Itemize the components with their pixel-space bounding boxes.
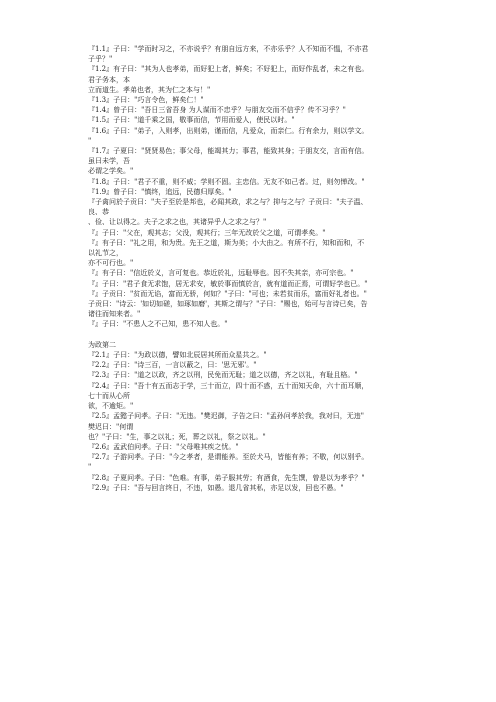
text-line: 『2.9』子曰："吾与回言终日，不违，如愚。退几省其私，亦足以发，回也不愚。" [88, 483, 344, 492]
text-line: 子乎？" [88, 55, 113, 64]
text-line: 以礼节之， [88, 249, 123, 258]
text-line: 『2.8』子夏问孝。子曰："色难。有事，弟子服其劳；有酒食，先生馔，曾是以为孝乎？" [88, 473, 365, 482]
section-gap [88, 330, 424, 340]
text-line: 『子禽问於子贡曰："夫子至於是邦也，必闻其政，求之与？抑与之与？子贡曰："夫子温、 [88, 198, 368, 207]
chapter-xueer [88, 44, 424, 330]
text-line: 『1.5』子曰："道千乘之国，敬事而信，节用而爱人，使民以时。" [88, 116, 295, 125]
text-line: 『2.6』孟武伯问孝。子曰："父母唯其疾之忧。" [88, 442, 239, 451]
text-line: 『2.4』子曰："吾十有五而志于学，三十而立，四十而不惑，五十而知天命，六十而耳顺， [88, 381, 369, 390]
text-line: 亦不可行也。" [88, 259, 134, 268]
text-line: 七十而从心所 [88, 391, 130, 400]
chapter-weizheng [88, 350, 424, 493]
text-line: 『』有子曰："礼之用，和为贵。先王之道，斯为美；小大由之。有所不行，知和而和，不 [88, 238, 365, 247]
text-line: 『2.7』子游问孝。子曰："今之孝者，是谓能养。至於犬马，皆能有养；不敬，何以别乎。 [88, 453, 369, 462]
text-line: 『1.8』子曰："君子不重，则不威；学则不固。主忠信。无友不如己者。过，则勿惮改。" [88, 177, 365, 186]
text-line: 也？"子曰："生，事之以礼；死，葬之以礼，祭之以礼。" [88, 432, 266, 441]
text-line: 『1.2』有子曰："其为人也孝弟，而好犯上者，鲜矣；不好犯上，而好作乱者，未之有也。 [88, 65, 369, 74]
text-line: 君子务本，本 [88, 75, 130, 84]
text-line: 『』子曰："君子食无求饱，居无求安，敏於事而慎於言，就有道而正焉，可谓好学也已。" [88, 279, 368, 288]
text-line: 『』有子曰："信近於义，言可复也。恭近於礼，远耻辱也。因不失其亲，亦可宗也。" [88, 269, 354, 278]
text-line: 『2.2』子曰："诗三百，一言以蔽之，曰：'思无邪'。" [88, 361, 257, 370]
text-line: 『1.4』曾子曰："吾日三省吾身 为人谋而不忠乎？与朋友交而不信乎？传不习乎？" [88, 106, 346, 115]
text-line: 『1.3』子曰："巧言令色，鲜矣仁！" [88, 96, 204, 105]
text-line: 『2.1』子曰："为政以德，譬如北辰居其所而众星共之。" [88, 351, 267, 360]
section-heading: 为政第二 [88, 340, 116, 349]
text-line: 『1.9』曾子曰："慎终，追远，民德归厚矣。" [88, 187, 232, 196]
text-line: 虽曰未学，吾 [88, 157, 130, 166]
text-line: 、俭、让以得之。夫子之求之也，其诸异乎人之求之与？" [88, 218, 267, 227]
text-line: 『』子曰："父在，观其志；父没，观其行；三年无改於父之道，可谓孝矣。" [88, 228, 326, 237]
text-line: 『』子贡曰："贫而无谄，富而无骄，何如？"子曰："可也；未若贫而乐，富而好礼者也。" [88, 289, 367, 298]
text-line: 『1.7』子夏曰："贤贤易色；事父母，能竭其力；事君，能致其身；于朋友交，言而有信。 [88, 147, 369, 156]
text-line: 『2.3』子曰："道之以政，齐之以刑，民免而无耻；道之以德，齐之以礼，有耻且格。" [88, 371, 358, 380]
document-body [88, 44, 424, 493]
text-line: " [88, 463, 92, 472]
text-line: 必谓之学矣。" [88, 167, 134, 176]
text-line: 欲，不逾矩。" [88, 402, 134, 411]
text-line: 『1.1』子曰："学而时习之，不亦说乎？有朋自远方来，不亦乐乎？人不知而不愠，不亦君 [88, 45, 369, 53]
text-line: 樊迟曰："何谓 [88, 422, 134, 431]
text-line: 良、恭 [88, 208, 109, 217]
text-line: " [88, 136, 92, 145]
text-line: 『1.6』子曰："弟子，入则孝，出则弟，谨而信，凡爱众，而亲仁。行有余力，则以学文。 [88, 126, 369, 135]
text-line: 『2.5』孟懿子问孝。子曰："无违。"樊迟御，子告之曰："孟孙问孝於我，我对曰，无违" [88, 412, 365, 421]
text-line: 『』子曰："不患人之不己知，患不知人也。" [88, 320, 228, 329]
text-line: 子贡曰："诗云：'如切如磋，如琢如磨'，其斯之谓与？"子曰："赐也，始可与言诗已矣，告 [88, 300, 368, 309]
text-line: 诸往而知来者。" [88, 310, 141, 319]
text-line: 立而道生。孝弟也者，其为仁之本与！" [88, 85, 211, 94]
